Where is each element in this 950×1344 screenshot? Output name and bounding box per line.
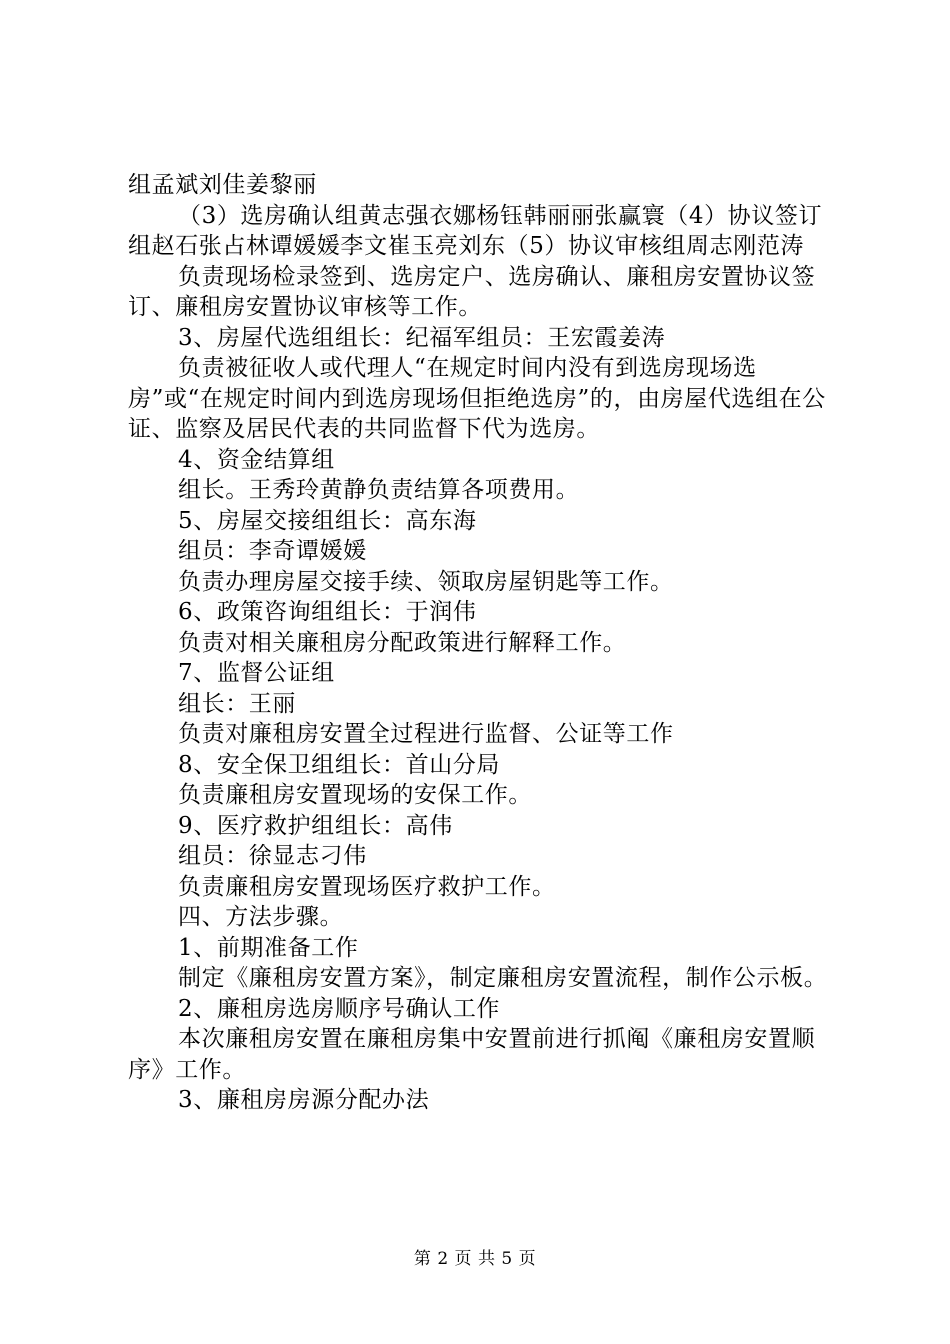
paragraph: 8、安全保卫组组长：首山分局 bbox=[178, 751, 501, 778]
paragraph: 负责廉租房安置现场的安保工作。 bbox=[178, 782, 532, 808]
paragraph: 本次廉租房安置在廉租房集中安置前进行抓阄《廉租房安置顺序》工作。 bbox=[128, 1026, 816, 1083]
paragraph: 组员：李奇谭媛媛 bbox=[178, 538, 367, 564]
paragraph: 负责对相关廉租房分配政策进行解释工作。 bbox=[178, 629, 627, 656]
paragraph: 3、廉租房房源分配办法 bbox=[178, 1087, 430, 1113]
paragraph: 负责对廉租房安置全过程进行监督、公证等工作 bbox=[178, 721, 674, 747]
paragraph: 5、房屋交接组组长：高东海 bbox=[178, 507, 477, 534]
paragraph: 组员：徐显志刁伟 bbox=[178, 843, 367, 869]
paragraph: 1、前期准备工作 bbox=[178, 934, 359, 961]
paragraph: 负责被征收人或代理人“在规定时间内没有到选房现场选房”或“在规定时间内到选房现场但拒绝选房”的，由房屋代选组在公证、监察及居民代表的共同监督下代为选房。 bbox=[128, 355, 826, 442]
paragraph: 2、廉租房选房顺序号确认工作 bbox=[178, 995, 501, 1022]
paragraph: 四、方法步骤。 bbox=[178, 904, 344, 930]
paragraph: 组长：王丽 bbox=[178, 690, 296, 717]
paragraph: 3、房屋代选组组长：纪福军组员：王宏霞姜涛 bbox=[178, 324, 666, 351]
page-footer: 第 2 页 共 5 页 bbox=[413, 1249, 537, 1269]
paragraph: 6、政策咨询组组长：于润伟 bbox=[178, 599, 477, 625]
document-body bbox=[128, 170, 834, 1116]
paragraph: 组孟斌刘佳姜黎丽 bbox=[128, 172, 317, 198]
paragraph: 负责廉租房安置现场医疗救护工作。 bbox=[178, 873, 556, 900]
paragraph: 负责办理房屋交接手续、领取房屋钥匙等工作。 bbox=[178, 568, 674, 595]
paragraph: （3）选房确认组黄志强衣娜杨钰韩丽丽张赢寰（4）协议签订组赵石张占林谭媛媛李文崔玉亮刘东（5）协议审核组周志刚范涛 bbox=[128, 202, 823, 259]
paragraph: 4、资金结算组 bbox=[178, 446, 335, 473]
paragraph: 组长。王秀玲黄静负责结算各项费用。 bbox=[178, 477, 580, 503]
paragraph: 9、医疗救护组组长：高伟 bbox=[178, 812, 453, 839]
paragraph: 制定《廉租房安置方案》，制定廉租房安置流程，制作公示板。 bbox=[178, 965, 828, 991]
paragraph: 7、监督公证组 bbox=[178, 660, 335, 686]
paragraph: 负责现场检录签到、选房定户、选房确认、廉租房安置协议签订、廉租房安置协议审核等工作。 bbox=[128, 263, 816, 320]
